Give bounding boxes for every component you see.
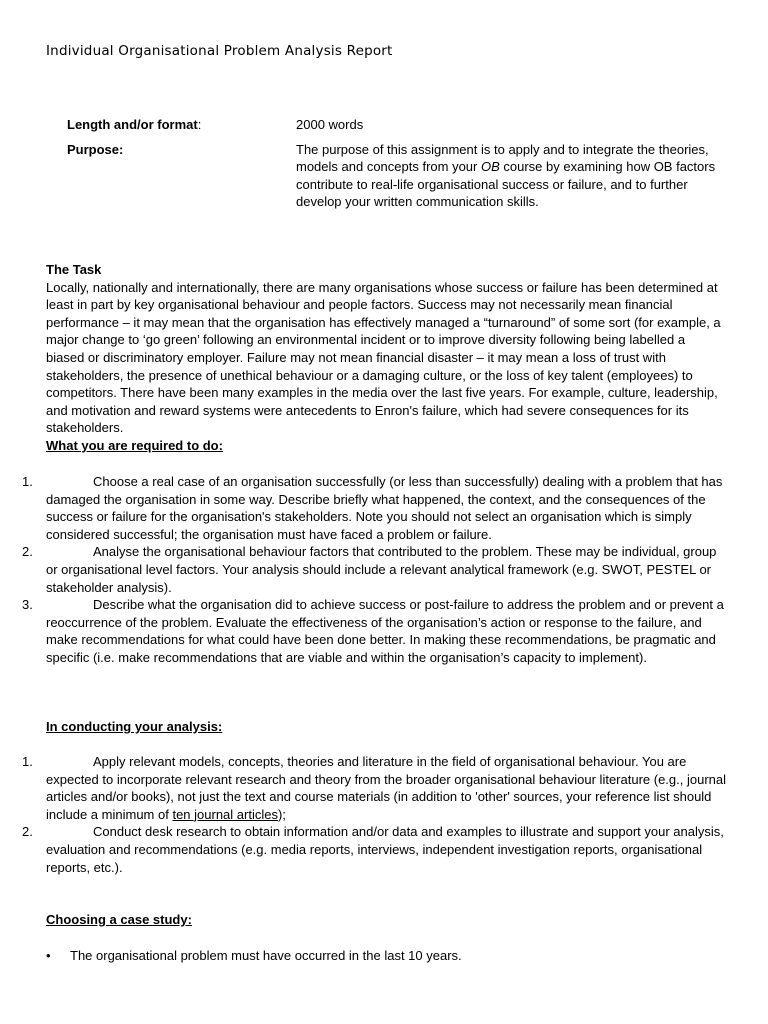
list-number: 3. (22, 597, 33, 613)
analysis-list (0, 753, 726, 876)
bullet-icon: • (46, 948, 51, 963)
ten-journal-articles-text: ten journal articles (172, 806, 278, 822)
meta-row-length (67, 116, 727, 134)
required-heading: What you are required to do: (46, 437, 223, 453)
list-item: 1. Apply relevant models, concepts, theories and literature in the field of organisational behaviour. You are expected to incorporate relevant research and theory from the broader organisational behaviour literature (e.g., journal articles and/or books), not just the text and course materials (in addition to 'other' sources, your reference list should include a minimum of ten journal articles); (22, 754, 727, 822)
meta-row-purpose (67, 141, 727, 211)
task-section (46, 261, 726, 455)
list-item-text: Conduct desk research to obtain information and/or data and examples to illustrate and support your analysis, evaluation and recommendations (e.g. media reports, interviews, independent investigation reports, organisational reports, etc.). (46, 824, 724, 875)
analysis-heading: In conducting your analysis: (46, 719, 223, 734)
list-number: 1. (22, 474, 33, 489)
document-title: Individual Organisational Problem Analysis Report (46, 43, 393, 59)
required-list (0, 473, 726, 667)
purpose-label: Purpose: (67, 141, 124, 157)
length-label: Length and/or format: (67, 117, 202, 132)
list-item (0, 473, 726, 543)
list-number: 2. (22, 824, 33, 840)
bullet-text: The organisational problem must have occurred in the last 10 years. (70, 948, 462, 963)
list-item-text: Choose a real case of an organisation successfully (or less than successfully) dealing with a problem that has damaged the organisation in some way. Describe briefly what happened, the context, and the consequences of the success or failure for the organisation's stakeholders. Note you should not select an organisation which is simply considered successful; the organisation must have faced a problem or failure. (46, 474, 723, 542)
list-item (0, 823, 726, 876)
assignment-meta-table (67, 116, 727, 218)
case-study-heading: Choosing a case study: (46, 912, 192, 927)
list-item (0, 596, 726, 666)
length-value: 2000 words (296, 117, 364, 132)
list-item (46, 947, 726, 965)
task-body: Locally, nationally and internationally, there are many organisations whose success or failure has been determined at least in part by key organisational behaviour and people factors. Success may not necessarily mean financial performance – it may mean that the organisation has effectively managed a “turnaround” of some sort (for example, a major change to ‘go green’ following an environmental incident or to improve diversity following being labelled a biased or discriminatory employer. Failure may not mean financial disaster – it may mean a loss of trust with stakeholders, the presence of unethical behaviour or a damaging culture, or the loss of key talent (employees) to competitors. There have been many examples in the media over the last five years. For example, culture, leadership, and motivation and reward systems were antecedents to Enron's failure, which had severe consequences for its stakeholders. (46, 279, 721, 436)
list-number: 2. (22, 544, 33, 560)
task-heading: The Task (46, 262, 102, 277)
list-item-text: Describe what the organisation did to achieve success or post-failure to address the problem and or prevent a reoccurrence of the problem. Evaluate the effectiveness of the organisation’s action or response to the failure, and make recommendations for what could have been done better. In making these recommendations, be pragmatic and specific (i.e. make recommendations that are viable and within the organisation’s capacity to implement). (46, 597, 724, 665)
list-item (0, 543, 726, 596)
list-number: 1. (22, 754, 33, 769)
list-item-text: Analyse the organisational behaviour factors that contributed to the problem. These may be individual, group or organisational level factors. Your analysis should include a relevant analytical framework (e.g. SWOT, PESTEL or stakeholder analysis). (46, 544, 717, 595)
purpose-value: The purpose of this assignment is to apply and to integrate the theories, models and concepts from your OB course by examining how OB factors contribute to real-life organisational success or failure, and to further develop your written communication skills. (296, 141, 716, 210)
case-study-bullets (46, 947, 726, 965)
